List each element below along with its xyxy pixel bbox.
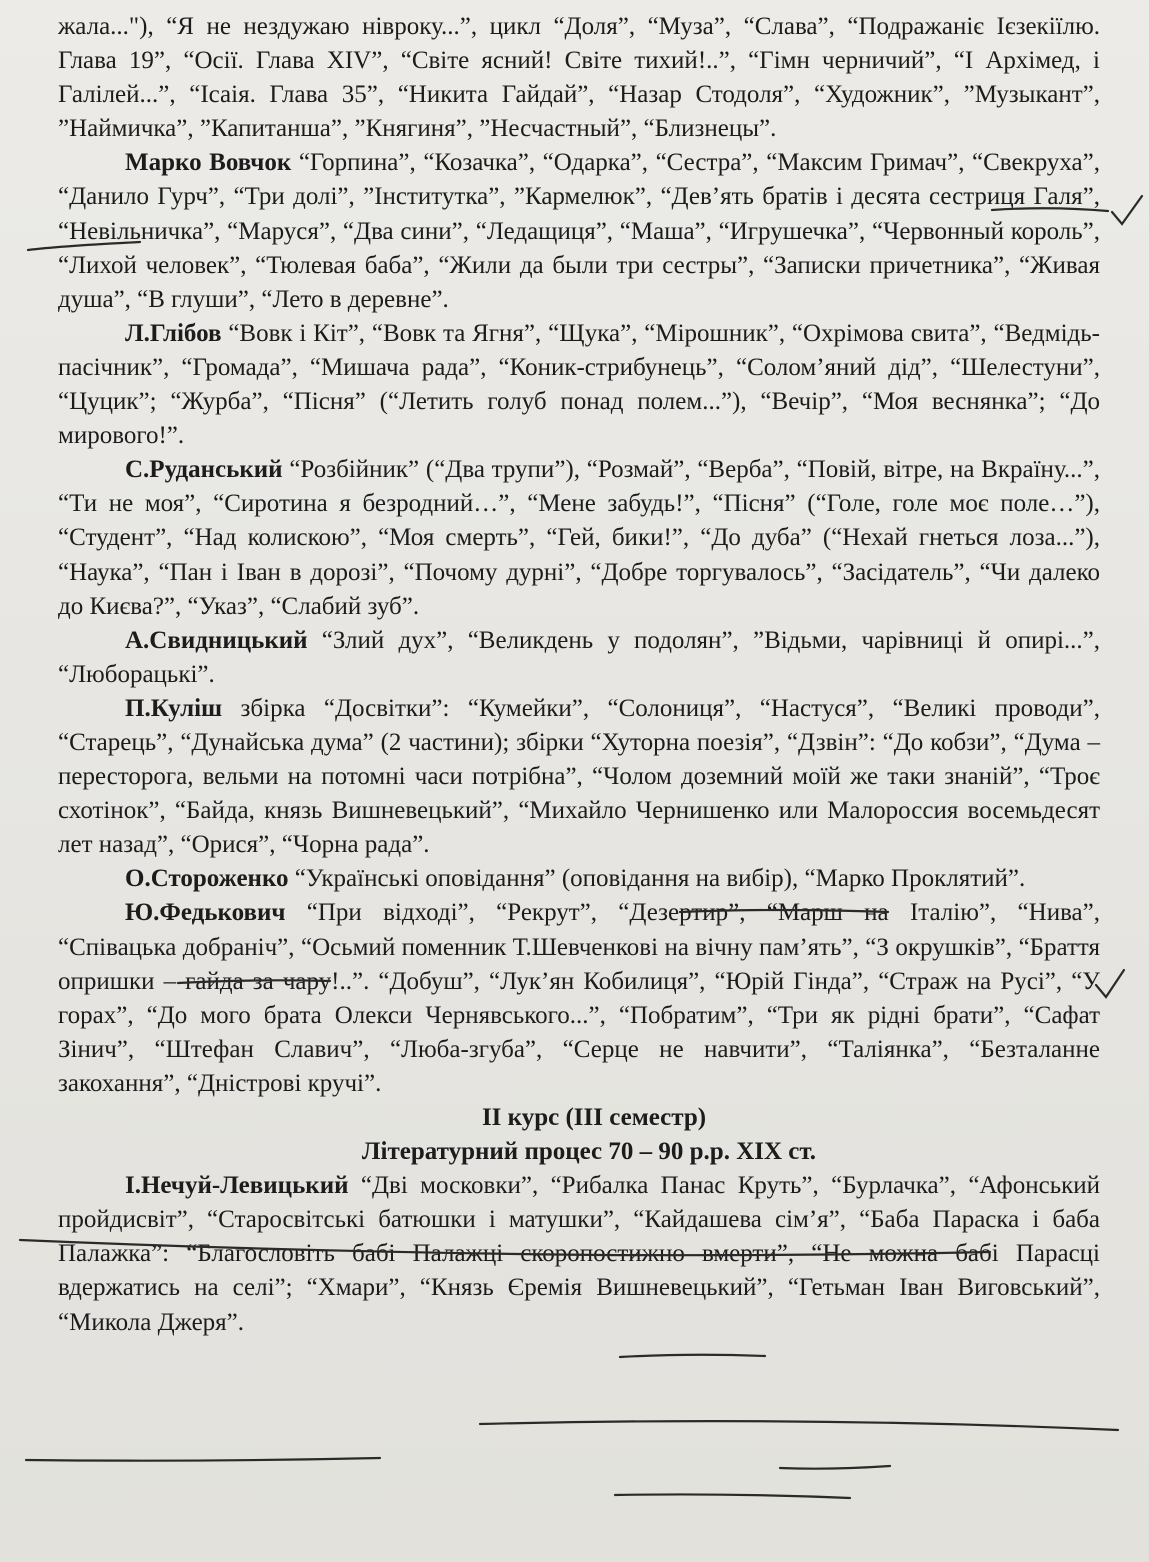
strikethrough-line bbox=[615, 1494, 850, 1498]
works-list: “Дві московки”, “Рибалка Панас Круть”, “Бурлачка”, “Афонський пройдисвіт”, “Старосвітські батюшки і матушки”, “Кайдашева сім’я”, “Баба Параска і баба Палажка”: “Благословіть бабі Палажці скоропостижно вмерти”, “Не можна бабі Парасці вдержатись на селі”; “Хмари”, “Князь Єремія Вишневецький”, “Гетьман Іван Виговський”, “Микола Джеря”. bbox=[58, 1172, 1100, 1336]
author-name: Ю.Федькович bbox=[125, 899, 286, 927]
paragraph-vovchok bbox=[58, 146, 1100, 316]
paragraph-glibov bbox=[58, 317, 1100, 453]
paragraph-svydnytskyi bbox=[58, 624, 1100, 692]
author-name: А.Свидницький bbox=[125, 626, 308, 654]
reading-list bbox=[58, 10, 1100, 1340]
paragraph-storozhenko bbox=[58, 862, 1100, 896]
strikethrough-line bbox=[26, 1458, 380, 1461]
underline-stroke bbox=[780, 1466, 890, 1469]
works-list: “Розбійник” (“Два трупи”), “Розмай”, “Верба”, “Повій, вітре, на Вкраїну...”, “Ти не моя”, “Сиротина я безродний…”, “Мене забудь!”, “Пісня” (“Голе, голе моє поле…”), “Студент”, “Над колискою”, “Моя смерть”, “Гей, бики!”, “До дуба” (“Нехай гнеться лоза...”), “Наука”, “Пан і Іван в дорозі”, “Почому дурні”, “Добре торгувалось”, “Засідатель”, “Чи далеко до Києва?”, “Указ”, “Слабий зуб”. bbox=[58, 456, 1100, 620]
author-name: І.Нечуй-Левицький bbox=[125, 1172, 349, 1200]
paragraph-continuation bbox=[58, 10, 1100, 146]
paragraph-fedkovych bbox=[58, 896, 1100, 1101]
works-list: збірка “Досвітки”: “Кумейки”, “Солониця”, “Настуся”, “Великі проводи”, “Старець”, “Дунайська дума” (2 частини); збірки “Хуторна поезія”, “Дзвін”: “До кобзи”, “Дума – пересторога, вельми на потомні часи потрібна”, “Чолом доземний моїй же таки знаній”, “Троє схотінок”, “Байда, князь Вишневецький”, “Михайло Чернишенко или Малороссия восемьдесят лет назад”, “Орися”, “Чорна рада”. bbox=[58, 694, 1100, 859]
works-list: “Злий дух”, “Великдень у подолян”, ”Відьми, чарівниці й опирі...”, “Люборацькі”. bbox=[58, 626, 1100, 688]
course-heading: ІІ курс (ІІІ семестр) bbox=[481, 1104, 707, 1131]
author-name: П.Куліш bbox=[125, 694, 223, 722]
section-heading: Літературний процес 70 – 90 р.р. ХІХ ст. bbox=[361, 1138, 817, 1166]
paragraph-rudanskyi bbox=[58, 453, 1100, 623]
works-list: “При відході”, “Рекрут”, “Дезертир”, “Марш на Італію”, “Нива”, “Співацька добраніч”, “Осьмий поменник Т.Шевченкові на вічну пам’ять”, “З окрушків”, “Браття опришки – гайда за чару!..”. “Добуш”, “Лук’ян Кобилиця”, “Юрій Гінда”, “Страж на Русі”, “У горах”, “До мого брата Олекси Чернявського...”, “Побратим”, “Три як рідні брати”, “Сафат Зінич”, “Штефан Славич”, “Люба-згуба”, “Серце не навчити”, “Талiянка”, “Безталанне закохання”, “Дністрові кручі”. bbox=[58, 899, 1100, 1097]
author-name: О.Стороженко bbox=[125, 865, 289, 893]
checkmark-icon bbox=[1112, 196, 1142, 224]
paragraph-kulish bbox=[58, 692, 1100, 862]
author-name: С.Руданський bbox=[125, 456, 283, 484]
checkmark-icon bbox=[1096, 970, 1124, 997]
works-list: “Горпина”, “Козачка”, “Одарка”, “Сестра”, “Максим Гримач”, “Свекруха”, “Данило Гурч”, “Три долі”, ”Інститутка”, ”Кармелюк”, “Дев’ять братів і десята сестриця Галя”, “Невільничка”, “Маруся”, “Два сини”, “Ледащиця”, “Маша”, “Игрушечка”, “Червонный король”, “Лихой человек”, “Тюлевая баба”, “Жили да были три сестры”, “Записки причетника”, “Живая душа”, “В глуши”, “Лето в деревне”. bbox=[58, 149, 1100, 313]
works-list: “Вовк і Кіт”, “Вовк та Ягня”, “Щука”, “Мірошник”, “Охрімова свита”, “Ведмідь-пасічник”, “Громада”, “Мишача рада”, “Коник-стрибунець”, “Солом’яний дід”, “Шелестуни”, “Цуцик”; “Журба”, “Пісня” (“Летить голуб понад полем...”), “Вечір”, “Моя веснянка”; “До мирового!”. bbox=[58, 319, 1100, 450]
author-name: Л.Глібов bbox=[125, 319, 222, 347]
strikethrough-line bbox=[620, 1355, 765, 1357]
paragraph-text: жала..."), “Я не нездужаю нівроку...”, цикл “Доля”, “Муза”, “Слава”, “Подражаніє Ієзекіїлю. Глава 19”, “Осії. Глава XIV”, “Світе ясний! Світе тихий!..”, “Гімн черничий”, “І Архімед, і Галілей...”, “Ісаія. Глава 35”, “Никита Гайдай”, “Назар Стодоля”, “Художник”, ”Музыкант”, ”Наймичка”, ”Капитанша”, ”Княгиня”, ”Несчастный”, “Близнецы”. bbox=[58, 13, 1100, 143]
strikethrough-line bbox=[480, 1421, 1118, 1430]
paragraph-nechui-levytskyi bbox=[58, 1169, 1100, 1339]
author-name: Марко Вовчок bbox=[125, 149, 292, 177]
works-list: “Українські оповідання” (оповідання на вибір), “Марко Проклятий”. bbox=[288, 865, 1026, 893]
